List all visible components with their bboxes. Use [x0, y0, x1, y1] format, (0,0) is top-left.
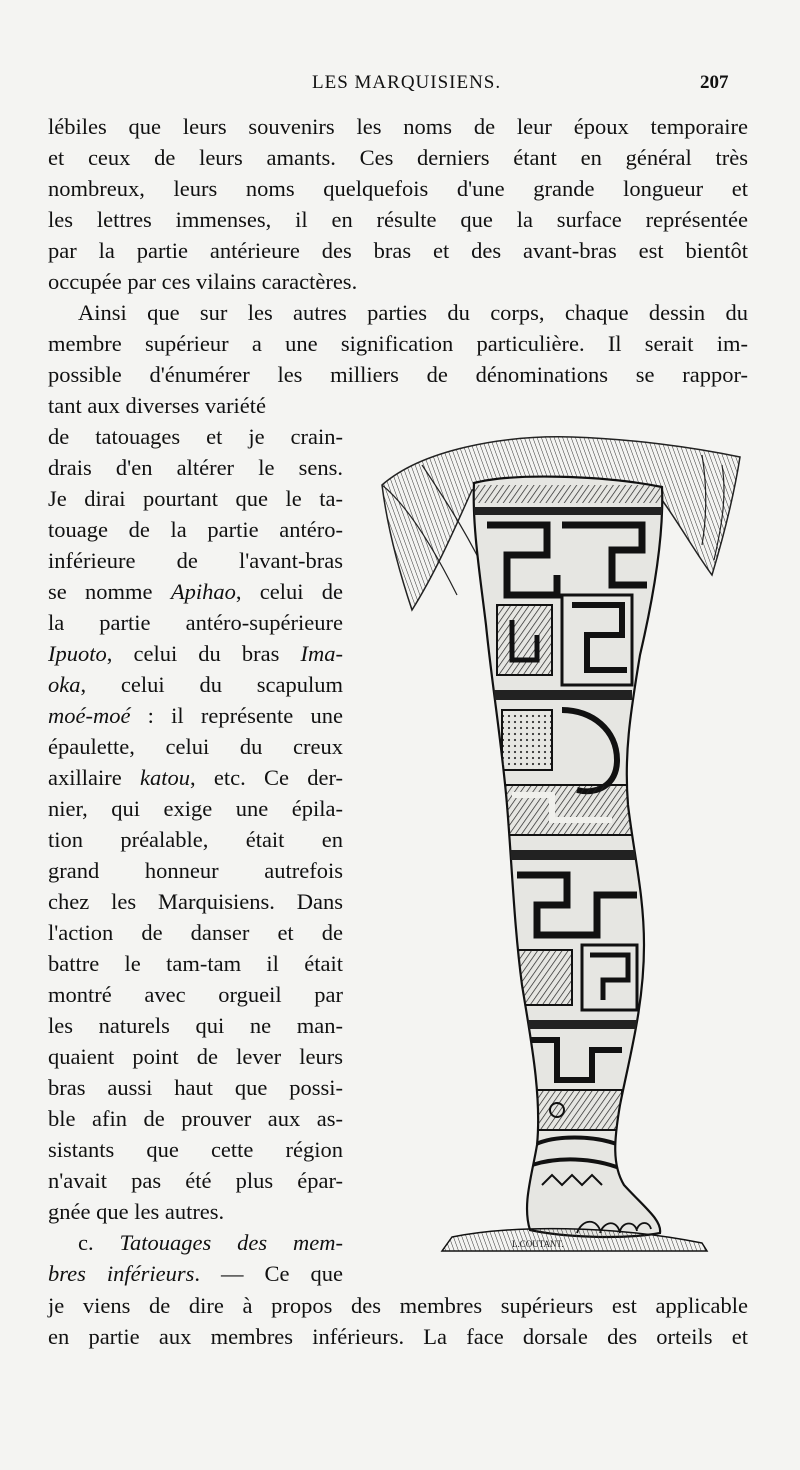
- leg-illustration: [362, 425, 752, 1265]
- text-line: n'avait pas été plus épar-: [48, 1168, 343, 1193]
- running-title: LES MARQUISIENS.: [312, 72, 502, 93]
- section-heading: c. Tatouages des mem-: [78, 1230, 343, 1255]
- text-line: oka, celui du scapulum: [48, 672, 343, 697]
- text-line: Je dirai pourtant que le ta-: [48, 486, 343, 511]
- text-line: et ceux de leurs amants. Ces derniers étant en général très: [48, 145, 748, 170]
- text-line: membre supérieur a une signification particulière. Il serait im-: [48, 331, 748, 356]
- text-line: possible d'énumérer les milliers de dénominations se rappor-: [48, 362, 748, 387]
- text-line: lébiles que leurs souvenirs les noms de leur époux temporaire: [48, 114, 748, 139]
- text-line: je viens de dire à propos des membres supérieurs est applicable: [48, 1293, 748, 1318]
- text-line: par la partie antérieure des bras et des avant-bras est bientôt: [48, 238, 748, 263]
- text-line: se nomme Apihao, celui de: [48, 579, 344, 604]
- text-line: chez les Marquisiens. Dans: [48, 889, 343, 914]
- text-line: les naturels qui ne man-: [48, 1013, 343, 1038]
- running-head: [0, 72, 800, 102]
- text-line: bras aussi haut que possi-: [48, 1075, 343, 1100]
- text-line: l'action de danser et de: [48, 920, 343, 945]
- text-line: quaient point de lever leurs: [48, 1044, 343, 1069]
- text-line: les lettres immenses, il en résulte que la surface représentée: [48, 207, 748, 232]
- text-line: tant aux diverses variété: [48, 393, 267, 418]
- text-line: nombreux, leurs noms quelquefois d'une grande longueur et: [48, 176, 748, 201]
- text-line: inférieure de l'avant-bras: [48, 548, 343, 573]
- text-line: tion préalable, était en: [48, 827, 343, 852]
- text-line: nier, qui exige une épila-: [48, 796, 343, 821]
- text-line: axillaire katou, etc. Ce der-: [48, 765, 343, 790]
- text-line: ble afin de prouver aux as-: [48, 1106, 343, 1131]
- engraver-signature: L.COUTANT.: [512, 1239, 564, 1249]
- text-line: occupée par ces vilains caractères.: [48, 269, 358, 294]
- page-number: 207: [700, 72, 729, 93]
- text-line: Ipuoto, celui du bras Ima-: [48, 641, 343, 666]
- text-line: bres inférieurs. — Ce que: [48, 1261, 343, 1286]
- text-line: montré avec orgueil par: [48, 982, 343, 1007]
- text-line: de tatouages et je crain-: [48, 424, 343, 449]
- text-line: la partie antéro-supérieure: [48, 610, 343, 635]
- text-line: drais d'en altérer le sens.: [48, 455, 343, 480]
- tattooed-leg-engraving: [362, 425, 752, 1265]
- text-line: sistants que cette région: [48, 1137, 343, 1162]
- text-line: gnée que les autres.: [48, 1199, 225, 1224]
- text-line: épaulette, celui du creux: [48, 734, 343, 759]
- text-line: grand honneur autrefois: [48, 858, 343, 883]
- text-line: Ainsi que sur les autres parties du corps, chaque dessin du: [78, 300, 748, 325]
- text-line: touage de la partie antéro-: [48, 517, 343, 542]
- text-line: moé-moé : il représente une: [48, 703, 343, 728]
- text-line: battre le tam-tam il était: [48, 951, 343, 976]
- text-line: en partie aux membres inférieurs. La face dorsale des orteils et: [48, 1324, 748, 1349]
